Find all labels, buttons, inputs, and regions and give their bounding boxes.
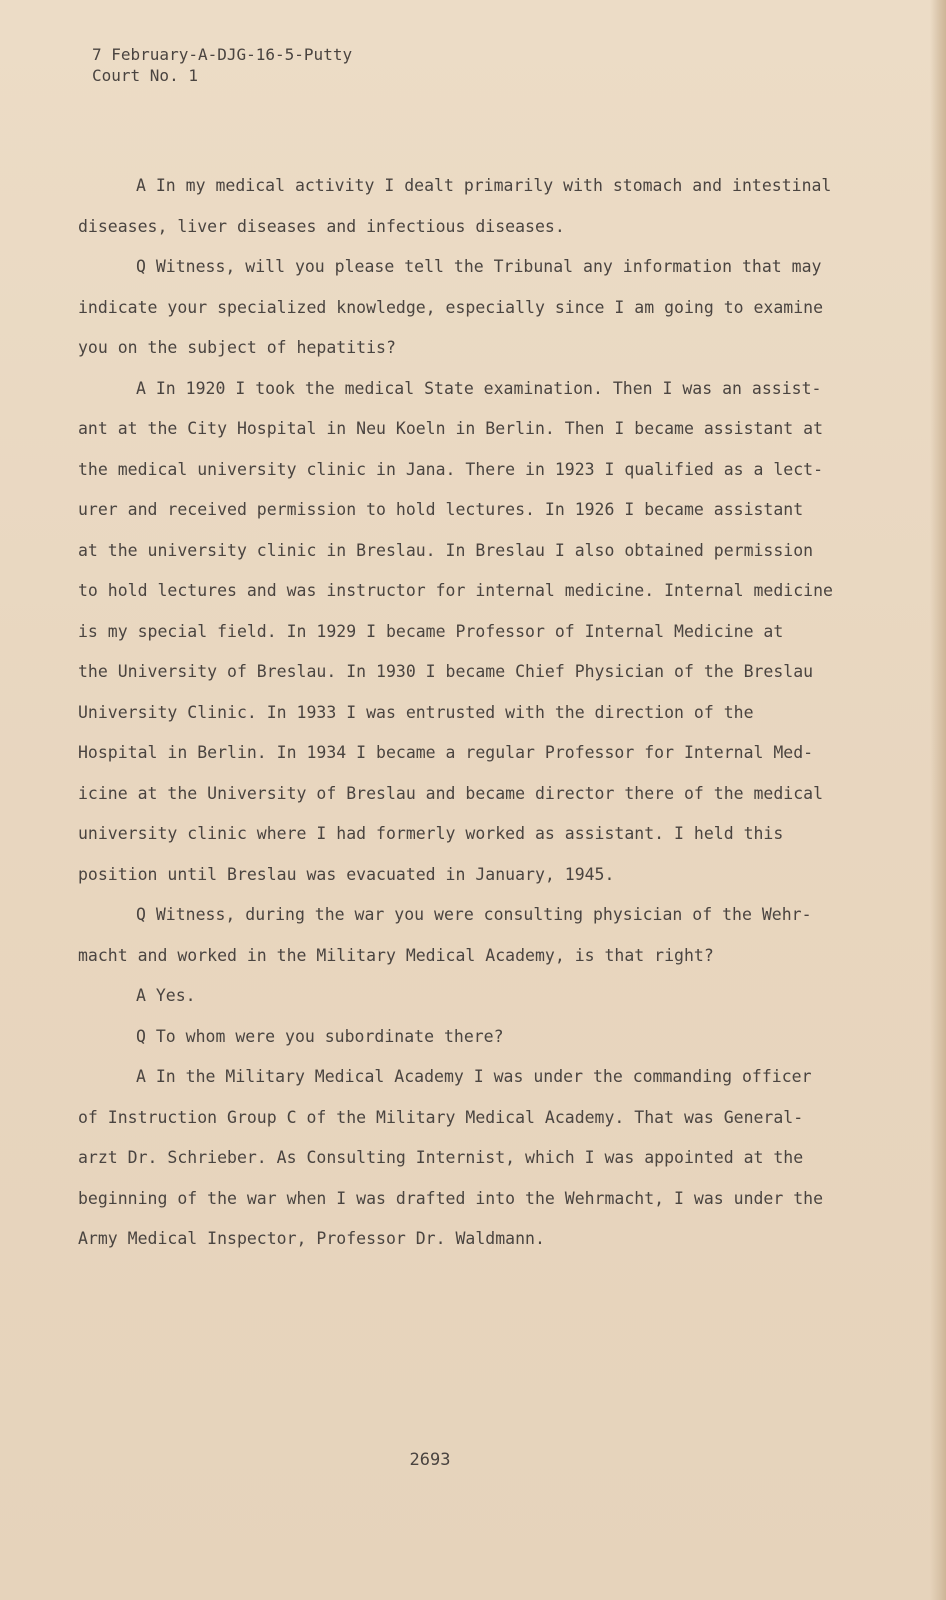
transcript-line: Q To whom were you subordinate there? <box>136 1026 504 1046</box>
document-header <box>92 44 352 86</box>
transcript-line: University Clinic. In 1933 I was entrusted with the direction of the <box>78 702 754 722</box>
transcript-line: indicate your specialized knowledge, especially since I am going to examine <box>78 297 824 317</box>
transcript-line: to hold lectures and was instructor for internal medicine. Internal medicine <box>78 581 833 600</box>
page-number: 2693 <box>409 1450 451 1470</box>
header-document-code: 7 February-A-DJG-16-5-Putty <box>92 45 353 64</box>
transcript-line: A In my medical activity I dealt primarily with stomach and intestinal <box>136 176 832 195</box>
transcript-line: the University of Breslau. In 1930 I became Chief Physician of the Breslau <box>78 662 814 681</box>
transcript-line: Q Witness, during the war you were consulting physician of the Wehr- <box>136 905 812 924</box>
header-court-number: Court No. 1 <box>92 66 198 85</box>
paper-edge-shadow <box>930 0 946 1600</box>
transcript-line: A In 1920 I took the medical State examination. Then I was an assist- <box>136 378 822 398</box>
transcript-line: ant at the City Hospital in Neu Koeln in Berlin. Then I became assistant at <box>78 419 824 438</box>
transcript-line: of Instruction Group C of the Military Medical Academy. That was General- <box>78 1107 804 1127</box>
transcript-line: urer and received permission to hold lectures. In 1926 I became assistant <box>78 500 804 519</box>
transcript-line: university clinic where I had formerly worked as assistant. I held this <box>78 824 784 843</box>
transcript-line: arzt Dr. Schrieber. As Consulting Internist, which I was appointed at the <box>78 1148 804 1167</box>
transcript-line: is my special field. In 1929 I became Professor of Internal Medicine at <box>78 621 784 641</box>
transcript-line: position until Breslau was evacuated in January, 1945. <box>78 864 615 884</box>
transcript-line: A In the Military Medical Academy I was under the commanding officer <box>136 1067 812 1086</box>
transcript-line: diseases, liver diseases and infectious diseases. <box>78 216 565 236</box>
transcript-line: you on the subject of hepatitis? <box>78 338 396 357</box>
transcript-line: the medical university clinic in Jana. There in 1923 I qualified as a lect- <box>78 459 824 479</box>
transcript-line: at the university clinic in Breslau. In Breslau I also obtained permission <box>78 540 814 560</box>
transcript-line: Army Medical Inspector, Professor Dr. Waldmann. <box>78 1229 545 1248</box>
transcript-line: beginning of the war when I was drafted into the Wehrmacht, I was under the <box>78 1188 824 1208</box>
transcript-line: Q Witness, will you please tell the Tribunal any information that may <box>136 257 822 276</box>
transcript-line: A Yes. <box>136 986 196 1005</box>
transcript-body <box>78 166 868 1260</box>
transcript-line: Hospital in Berlin. In 1934 I became a regular Professor for Internal Med- <box>78 743 814 762</box>
transcript-line: icine at the University of Breslau and became director there of the medical <box>78 783 824 803</box>
transcript-line: macht and worked in the Military Medical Academy, is that right? <box>78 945 714 965</box>
